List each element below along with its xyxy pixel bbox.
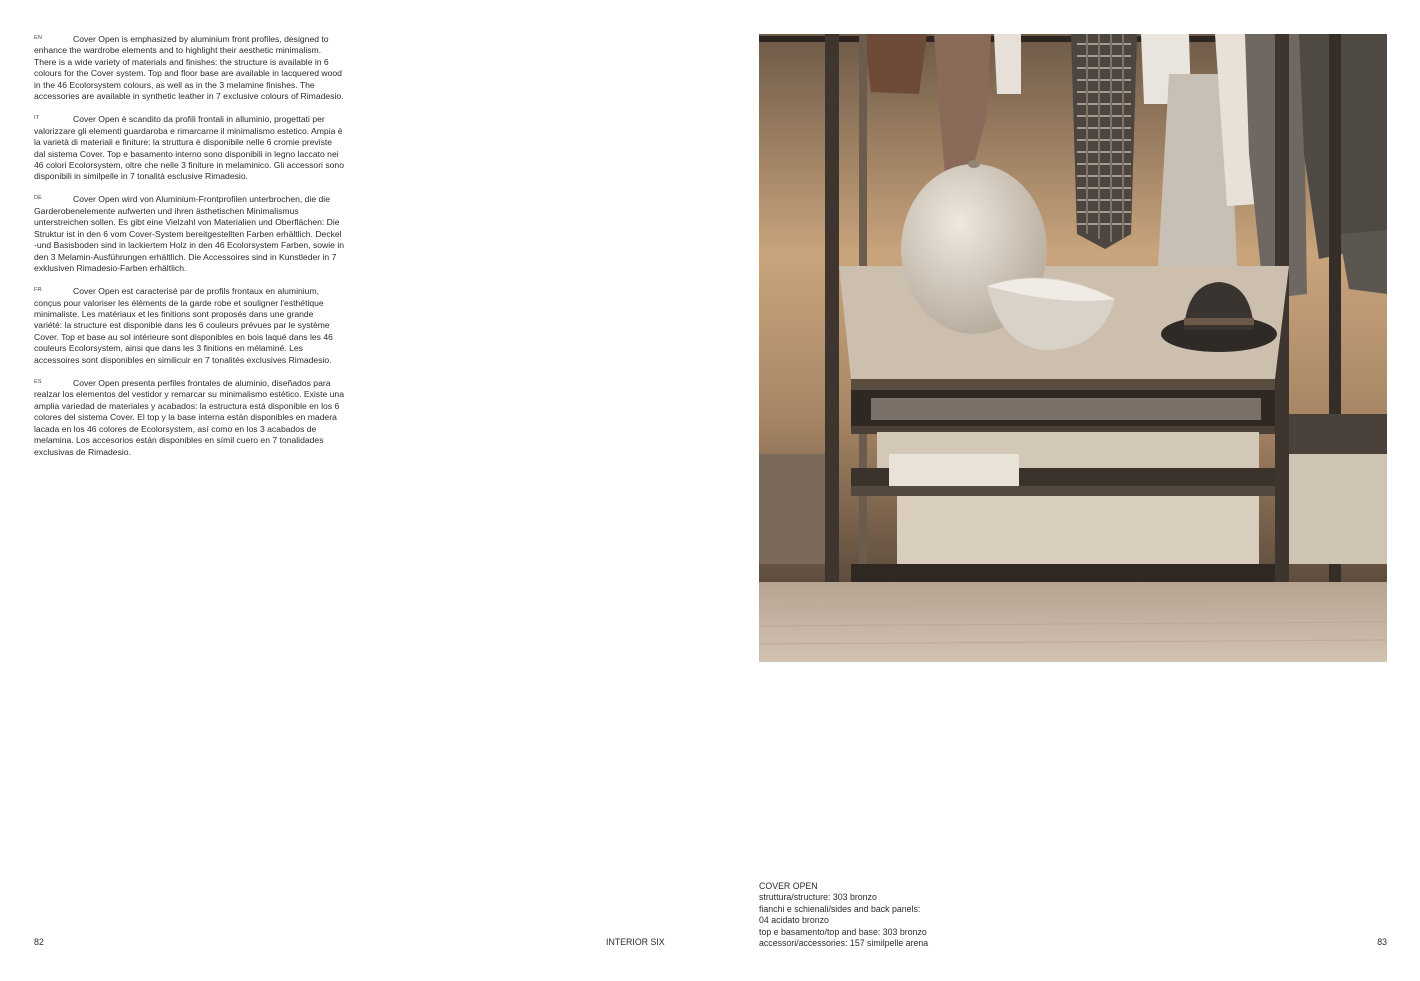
language-tag: EN bbox=[34, 35, 43, 41]
language-tag: DE bbox=[34, 195, 43, 202]
caption-line: accessori/accessories: 157 similpelle arena bbox=[759, 938, 929, 949]
wooden-floor bbox=[759, 582, 1387, 662]
multilingual-description bbox=[34, 34, 344, 469]
running-title: INTERIOR SIX bbox=[606, 937, 665, 947]
description-text: Cover Open est caracterisé par de profils frontaux en aluminium, conçus pour valoriser les éléments de la garde robe et souligner l'esthétique minimaliste. Les matériaux et les finitions sont proposés dans une grande variété: la structure est disponible dans les 6 couleurs prévues par le système Cover. Top et base au sol intérieure sont disponibles en bois laqué dans les 46 couleurs Ecolorsystem, ainsi que dans les 3 finitions en mélaminé. Les accessoires sont disponibles en similicuir en 7 tonalités exclusives Rimadesio. bbox=[34, 286, 333, 365]
caption-line: fianchi e schienali/sides and back panels: bbox=[759, 903, 921, 914]
text-block-fr bbox=[34, 286, 344, 366]
caption-title: COVER OPEN bbox=[759, 881, 818, 891]
language-tag: ES bbox=[34, 378, 42, 385]
text-block-es bbox=[34, 378, 344, 458]
text-block-it bbox=[34, 114, 344, 183]
page-number-right: 83 bbox=[1377, 937, 1387, 947]
wardrobe-illustration bbox=[759, 34, 1387, 662]
frame-upright bbox=[825, 34, 839, 594]
caption-line: top e basamento/top and base: 303 bronzo bbox=[759, 926, 927, 937]
description-text: Cover Open presenta perfiles frontales de aluminio, diseñados para realzar los elementos del vestidor y remarcar su minimalismo estético. Existe una amplia variedad de materiales y acabados: la estructura está disponible en los 6 colores del sistema Cover. El top y la base interna están disponibles en madera lacada en los 46 colores de Ecolorsystem, así como en los 3 acabados de melamina. Los accesorios están disponibles en símil cuero en 7 tonalidades exclusivas de Rimadesio. bbox=[34, 377, 344, 457]
text-block-de bbox=[34, 194, 344, 274]
description-text: Cover Open is emphasized by aluminium front profiles, designed to enhance the wardrobe elements and to highlight their aesthetic minimalism. There is a wide variety of materials and finishes: the structure is available in 6 colours for the Cover system. Top and floor base are available in lacquered wood in the 46 Ecolorsystem colours, as well as in the 3 melamine finishes. The accessories are available in synthetic leather in 7 exclusive colours of Rimadesio. bbox=[34, 34, 344, 102]
description-text: Cover Open è scandito da profili frontali in alluminio, progettati per valorizzare gli elementi guardaroba e rimarcarne il minimalismo estetico. Ampia è la varietà di materiali e finiture: la struttura è disponibile nelle 6 cromie previste dal sistema Cover. Top e basamento interno sono disponibili in legno laccato nei 46 colori Ecolorsystem, oltre che nelle 3 finiture in melaminico. Gli accessori sono disponibili in similpelle in 7 tonalità esclusive Rimadesio. bbox=[34, 114, 344, 182]
product-photo bbox=[759, 34, 1387, 662]
page-number-left: 82 bbox=[34, 937, 44, 947]
language-tag: IT bbox=[34, 115, 40, 122]
caption-line: 04 acidato bronzo bbox=[759, 915, 829, 926]
text-block-en bbox=[34, 34, 344, 103]
photo-caption bbox=[759, 881, 928, 949]
description-text: Cover Open wird von Aluminium-Frontprofilen unterbrochen, die die Garderobenelemente aufwerten und ihren ästhetischen Minimalismus unterstreichen sollen. Es gibt eine Vielzahl von Materialien und Oberflächen: Die Struktur ist in den 6 vom Cover-System bereitgestellten Farben erhältlich. Deckel -und Basisboden sind in lackiertem Holz in den 46 Ecolorsystem Farben, sowie in den 3 Melamin-Ausführungen erhältlich. Die Accessoires sind in Kunstleder in 7 exklusiven Rimadesio-Farben erhältlich. bbox=[34, 194, 345, 274]
caption-line: struttura/structure: 303 bronzo bbox=[759, 892, 877, 903]
language-tag: FR bbox=[34, 287, 42, 294]
